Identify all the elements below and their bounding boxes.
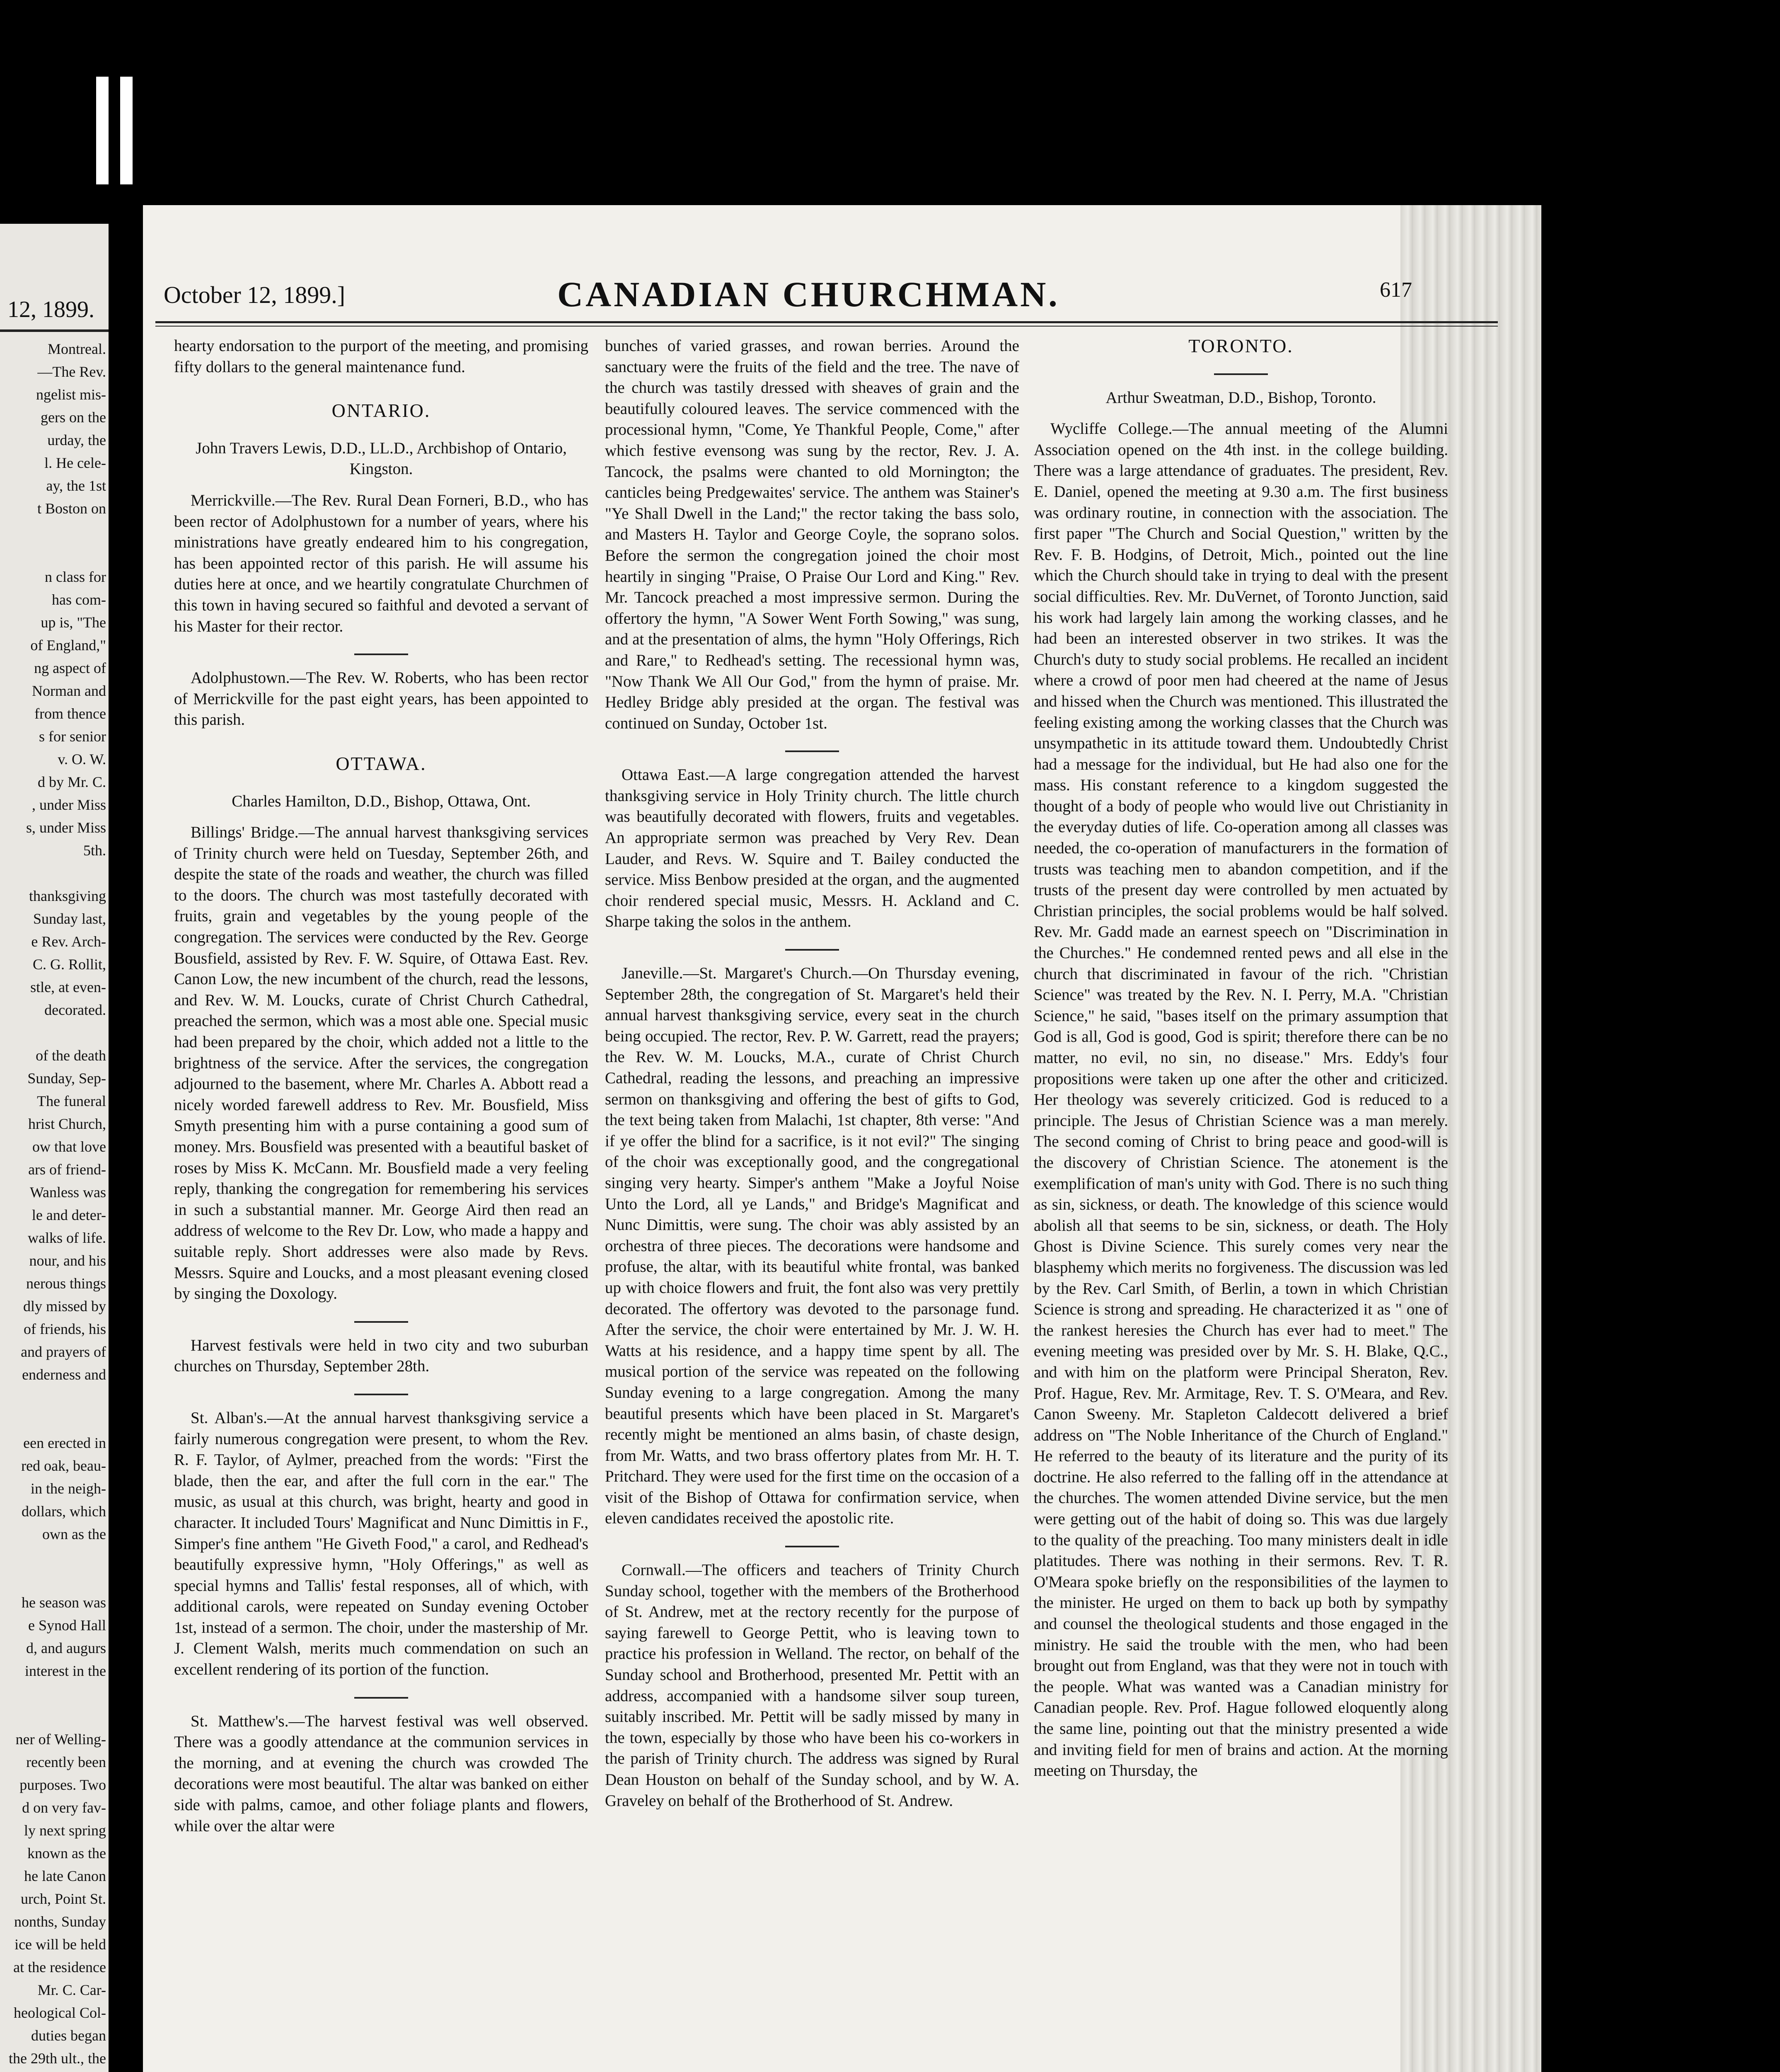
previous-page-line: urch, Point St.	[20, 1890, 106, 1907]
diocese-bishop: Charles Hamilton, D.D., Bishop, Ottawa, Ont.	[232, 792, 531, 810]
paragraph: Janeville.—St. Margaret's Church.—On Thursday evening, September 28th, the congregation of St. Margaret's held their annual harvest thanksgiving service, every seat in the church being occupied. The rector, Rev. P. W. Garrett, read the prayers; the Rev. W. M. Loucks, M.A., curate of Christ Church Cathedral, reading the lessons, and preaching an impressive sermon on thanksgiving and offering the best of gifts to God, the text being taken from Malachi, 1st chapter, 8th verse: "And if ye offer the blind for a sacrifice, is it not evil?" The singing of the choir was exceptionally good, and the congregational singing very hearty. Simper's anthem "Make a Joyful Noise Unto the Lord, all ye Lands," and Bridge's Magnificat and Nunc Dimittis, were sung. The choir was ably assisted by an orchestra of three pieces. The decorations were handsome and profuse, the altar, with its beautiful white frontal, was banked up with choice flowers and fruit, the font also was very prettily decorated. The offertory was devoted to the parsonage fund. After the service, the choir were entertained by Mr. J. W. H. Watts at his residence, and a happy time spent by all. The musical portion of the service was repeated on the following Sunday evening to a large congregation. Among the many beautiful presents which have been placed in St. Margaret's recently might be mentioned an alms basin, of chaste design, from Mr. Watts, and two brass offertory plates from Mr. H. T. Pritchard. They were used for the first time on the occasion of a visit of the Bishop of Ottawa for confirmation service, when eleven candidates received the apostolic rite.	[605, 964, 1019, 1527]
paragraph: Adolphustown.—The Rev. W. Roberts, who has been rector of Merrickville for the past eight years, has been appointed to this parish.	[174, 669, 588, 729]
previous-page-line	[2, 543, 106, 566]
previous-page-line: ay, the 1st	[46, 477, 106, 494]
previous-page-line: ng aspect of	[34, 660, 106, 676]
previous-page-line: red oak, beau-	[21, 1457, 106, 1474]
previous-page-line: of England,"	[30, 637, 106, 654]
previous-page-line	[2, 1021, 106, 1044]
previous-page-line: The funeral	[37, 1093, 106, 1109]
binding-mark	[120, 77, 133, 184]
paragraph: St. Matthew's.—The harvest festival was well observed. There was a goodly attendance at the communion services in the morning, and at evening the church was crowded The decorations were most beautiful. The altar was banked on either side with palms, camoe, and other foliage plants and flowers, while over the altar were	[174, 1712, 588, 1835]
separator-rule	[354, 1321, 408, 1323]
previous-page-line	[2, 862, 106, 885]
previous-page-line: stle, at even-	[30, 979, 106, 995]
previous-page-line: purposes. Two	[19, 1777, 106, 1793]
previous-page-line: Norman and	[32, 683, 106, 699]
previous-page-line: nonths, Sunday	[14, 1913, 106, 1930]
previous-page-line: n class for	[45, 569, 106, 585]
paragraph: Ottawa East.—A large congregation attended the harvest thanksgiving service in Holy Trinity church. The little church was beautifully decorated with flowers, fruits and vegetables. An appropriate sermon was preached by Very Rev. Dean Lauder, and Revs. W. Squire and T. Bailey conducted the service. Miss Benbow presided at the organ, and the augmented choir rendered special music, Messrs. H. Ackland and C. Sharpe taking the solos in the anthem.	[605, 766, 1019, 931]
column-2	[605, 336, 1019, 1815]
paragraph: Billings' Bridge.—The annual harvest thanksgiving services of Trinity church were held on Tuesday, September 26th, and despite the state of the roads and weather, the church was filled to the doors. The church was most tastefully decorated with fruits, grain and vegetables by the young people of the congregation. The services were conducted by the Rev. George Bousfield, assisted by Rev. F. W. Squire, of Ottawa East. Rev. Canon Low, the new incumbent of the church, read the lessons, and Rev. W. M. Loucks, curate of Christ Church Cathedral, preached the sermon, which was a most able one. Special music had been prepared by the choir, which added not a little to the brightness of the service. After the services, the congregation adjourned to the basement, where Mr. Charles A. Abbott read a nicely worded farewell address to Rev. Mr. Bousfield, Miss Smyth presenting him with a purse containing a good sum of money. Mrs. Bousfield was presented with a beautiful basket of roses by Miss K. McCann. Mr. Bousfield made a very feeling reply, thanking the congregation for remembering his services in such a substantial manner. Mr. George Aird then read an address of welcome to the Rev Dr. Low, who made a happy and suitable reply. Short addresses were also made by Revs. Messrs. Squire and Loucks, and a most pleasant evening closed by singing the Doxology.	[174, 823, 588, 1303]
previous-page-line: he late Canon	[24, 1868, 106, 1884]
previous-page-line: Wanless was	[29, 1184, 106, 1201]
previous-page-date: 12, 1899.	[7, 297, 94, 322]
previous-page-line	[2, 1386, 106, 1409]
previous-page-line: dly missed by	[23, 1298, 106, 1314]
previous-page-line: the 29th ult., the	[9, 2050, 106, 2067]
previous-page-line: he season was	[22, 1594, 106, 1611]
paragraph: Cornwall.—The officers and teachers of Trinity Church Sunday school, together with the members of the Brotherhood of St. Andrew, met at the rectory recently for the purpose of saying farewell to George Pettit, who is leaving town to practice his profession in Welland. The rector, on behalf of the Sunday school and Brotherhood, presented Mr. Pettit with an address, accompanied with a handsome silver soup tureen, suitably inscribed. Mr. Pettit will be sadly missed by many in the town, especially by those who have been his co-workers in the parish of Trinity church. The address was signed by Rural Dean Houston on behalf of the Sunday school, and by W. A. Graveley on behalf of the Brotherhood of St. Andrew.	[605, 1561, 1019, 1810]
previous-page-line: recently been	[26, 1754, 106, 1770]
previous-page-line: ngelist mis-	[36, 386, 106, 403]
separator-rule	[354, 1697, 408, 1699]
previous-page-line	[2, 1546, 106, 1569]
previous-page-line: Mr. C. Car-	[37, 1982, 106, 1998]
separator-rule	[354, 654, 408, 655]
previous-page-line	[2, 2070, 106, 2072]
previous-page-line: —The Rev.	[37, 363, 106, 380]
previous-page-line: een erected in	[23, 1435, 106, 1451]
previous-page-line: e Rev. Arch-	[31, 933, 106, 950]
previous-page-line: up is, "The	[41, 614, 106, 631]
separator-rule	[354, 1394, 408, 1395]
paragraph: hearty endorsation to the purport of the meeting, and promising fifty dollars to the general maintenance fund.	[174, 337, 588, 376]
previous-page-line: ice will be held	[15, 1936, 106, 1953]
binding-mark	[96, 77, 109, 184]
paragraph: bunches of varied grasses, and rowan berries. Around the sanctuary were the fruits of the field and the tree. The nave of the church was tastily dressed with sheaves of grain and the beautifully coloured leaves. The service commenced with the processional hymn, "Come, Ye Thankful People, Come," after which festive evensong was sung by the rector, Rev. J. A. Tancock, the psalms were chanted to old Mornington; the canticles being Predgewaites' service. The anthem was Stainer's "Ye Shall Dwell in the Land;" the rector taking the bass solo, and Masters H. Taylor and George Coyle, the soprano solos. Before the sermon the congregation joined the choir most heartily in singing "Praise, O Praise Our Lord and King." Rev. Mr. Tancock preached a most impressive sermon. During the offertory the hymn, "A Sower Went Forth Sowing," was sung, and at the presentation of alms, the hymn "Holy Offerings, Rich and Rare," to Redhead's setting. The recessional hymn was, "Now Thank We All Our God," from the hymn of praise. Mr. Hedley Bridge ably presided at the organ. The festival was continued on Sunday, October 1st.	[605, 337, 1019, 732]
previous-page-line: heological Col-	[14, 2004, 106, 2021]
column-1	[174, 336, 588, 1841]
previous-page-line	[2, 1409, 106, 1432]
previous-page-text	[2, 338, 106, 2072]
paragraph: Harvest festivals were held in two city and two suburban churches on Thursday, September 28th.	[174, 1336, 588, 1375]
previous-page-line: l. He cele-	[44, 455, 106, 471]
section-heading-toronto: TORONTO.	[1188, 335, 1294, 356]
previous-page-line	[2, 1705, 106, 1728]
previous-page-line: 5th.	[83, 842, 106, 859]
previous-page-line: ly next spring	[24, 1822, 106, 1839]
previous-page-line: duties began	[31, 2027, 106, 2044]
newspaper-page	[143, 205, 1541, 2072]
previous-page-rule	[0, 329, 109, 332]
diocese-bishop: John Travers Lewis, D.D., LL.D., Archbishop of Ontario, Kingston.	[196, 439, 567, 478]
page-header	[143, 274, 1541, 314]
previous-page-line: d, and augurs	[26, 1640, 106, 1656]
previous-page-line: has com-	[52, 591, 106, 608]
previous-page-line: Montreal.	[48, 341, 106, 357]
previous-page-line: gers on the	[41, 409, 106, 426]
previous-page-line: Sunday last,	[33, 910, 106, 927]
previous-page-line	[2, 1569, 106, 1591]
previous-page-line: decorated.	[44, 1002, 106, 1018]
previous-page-fragment	[0, 224, 109, 2072]
header-rule	[155, 321, 1498, 327]
previous-page-line: Sunday, Sep-	[27, 1070, 106, 1087]
previous-page-line: known as the	[27, 1845, 106, 1861]
previous-page-line: s for senior	[39, 728, 106, 745]
previous-page-line: in the neigh-	[31, 1480, 106, 1497]
previous-page-line: walks of life.	[28, 1230, 106, 1246]
section-heading-ottawa: OTTAWA.	[336, 753, 427, 774]
previous-page-line: of the death	[36, 1047, 106, 1064]
previous-page-line: C. G. Rollit,	[32, 956, 106, 973]
previous-page-line: thanksgiving	[29, 888, 106, 904]
previous-page-line: dollars, which	[22, 1503, 106, 1520]
masthead-title: CANADIAN CHURCHMAN.	[557, 274, 1060, 314]
previous-page-line	[2, 1682, 106, 1705]
previous-page-line: ner of Welling-	[15, 1731, 106, 1748]
previous-page-line: nerous things	[26, 1275, 106, 1292]
paragraph: Merrickville.—The Rev. Rural Dean Forneri, B.D., who has been rector of Adolphustown for a number of years, where his ministrations have greatly endeared him to his congregation, has been appointed rector of this parish. He will assume his duties here at once, and we heartily congratulate Churchmen of this town in having secured so faithful and devoted a servant of his Master for their rector.	[174, 491, 588, 635]
previous-page-line: enderness and	[22, 1366, 106, 1383]
previous-page-line: interest in the	[25, 1663, 106, 1679]
previous-page-line: nour, and his	[29, 1252, 106, 1269]
previous-page-line: s, under Miss	[26, 819, 106, 836]
paragraph: St. Alban's.—At the annual harvest thanksgiving service a fairly numerous congregation were present, to whom the Rev. R. F. Taylor, of Aylmer, preached from the words: "First the blade, then the ear, and after the full corn in the ear." The music, as usual at this church, was bright, hearty and good in character. It included Tours' Magnificat and Nunc Dimittis in F., Simper's fine anthem "He Giveth Food," a carol, and Redhead's beautifully expressive hymn, "Holy Offerings," as well as special hymns and Tallis' festal responses, all of which, with additional carols, were repeated on Sunday evening October 1st, instead of a sermon. The choir, under the mastership of Mr. J. Clement Walsh, merits much commendation on such an excellent rendering of its portion of the function.	[174, 1409, 588, 1679]
previous-page-line: from thence	[34, 705, 106, 722]
header-date: October 12, 1899.]	[164, 281, 346, 308]
previous-page-line: , under Miss	[32, 796, 106, 813]
previous-page-line: ars of friend-	[28, 1161, 106, 1178]
previous-page-line: d by Mr. C.	[37, 774, 106, 790]
previous-page-line: v. O. W.	[58, 751, 106, 767]
separator-rule	[785, 949, 839, 951]
previous-page-line: urday, the	[47, 432, 106, 448]
column-3	[1034, 336, 1448, 1786]
previous-page-line: of friends, his	[24, 1321, 106, 1337]
previous-page-line: and prayers of	[21, 1343, 106, 1360]
previous-page-line: le and deter-	[31, 1207, 106, 1223]
page-number: 617	[1380, 278, 1412, 302]
previous-page-line: at the residence	[13, 1959, 106, 1975]
separator-rule	[785, 750, 839, 752]
previous-page-line: own as the	[42, 1526, 106, 1542]
section-heading-ontario: ONTARIO.	[331, 400, 431, 421]
previous-page-line: t Boston on	[37, 500, 106, 517]
separator-rule	[1214, 373, 1268, 375]
diocese-bishop: Arthur Sweatman, D.D., Bishop, Toronto.	[1105, 388, 1376, 407]
previous-page-line: d on very fav-	[22, 1799, 106, 1816]
separator-rule	[785, 1546, 839, 1547]
previous-page-line: ow that love	[32, 1138, 106, 1155]
paragraph: Wycliffe College.—The annual meeting of the Alumni Association opened on the 4th inst. in the college building. There was a large attendance of graduates. The president, Rev. E. Daniel, opened the meeting at 9.30 a.m. The first business was ordinary routine, in connection with the association. The first paper "The Church and Social Question," written by the Rev. F. B. Hodgins, of Detroit, Mich., pointed out the line which the Church should take in trying to deal with the present social difficulties. Rev. Mr. DuVernet, of Toronto Junction, said his work had largely lain among the working classes, and he had been an interested observer in two strikes. It was the Church's duty to study social problems. He recalled an incident where a crowd of poor men had cheered at the name of Jesus and hissed when the Church was mentioned. This illustrated the feeling existing among the working classes that the Church was unsympathetic in its attitude toward them. Undoubtedly Christ had a message for the individual, but He had also one for the mass. His constant reference to a kingdom suggested the thought of a body of people who would live out Christianity in the everyday duties of life. Co-operation among all classes was needed, the co-operation of manufacturers in the formation of trusts was teaching men to abandon competition, and if the trusts of the present day were controlled by men actuated by Christian principles, the social problems would be half solved. Rev. Mr. Gadd made an earnest speech on "Discrimination in the Churches." He condemned rented pews and all else in the church that discriminated in favour of the rich. "Christian Science" was treated by the Rev. N. I. Perry, M.A. "Christian Science," he said, "bases itself on the primary assumption that God is all, God is good, God is spirit; therefore there can be no matter, no evil, no sin, no disease." Mrs. Eddy's four propositions were taken up one after the other and criticized. Her theology was severely criticized. God is reduced to a principle. The Jesus of Christian Science was a man merely. The second coming of Christ to bring peace and good-will is the discovery of Christian Science. The atonement is the exemplification of man's unity with God. There is no such thing as sin, sickness, or death. The knowledge of this science would abolish all that seems to be sin, sickness, or death. The Holy Ghost is Divine Science. This surely comes very near the blasphemy which merits no forgiveness. The discussion was led by the Rev. Carl Smith, of Berlin, a town in which Christian Science is strong and spreading. He characterized it as " one of the rankest heresies the Church has ever had to meet." The evening meeting was presided over by Mr. S. H. Blake, Q.C., and with him on the platform were Principal Sheraton, Rev. Prof. Hague, Rev. Mr. Armitage, Rev. T. S. O'Meara, and Rev. Canon Sweeny. Mr. Stapleton Caldecott delivered a brief address on "The Noble Inheritance of the Church of England." He referred to the beauty of its literature and the purity of its doctrine. He also referred to the falling off in the attendance at the churches. The women attended Divine service, but the men were getting out of the habit of doing so. This was due largely to the quality of the preaching. Too many ministers dealt in idle platitudes. There was nothing in their sermons. Rev. T. R. O'Meara spoke briefly on the responsibilities of the laymen to the minister. He urged on them to back up both by sympathy and counsel the theological students and those engaged in the ministry. He said the trouble with the men, who had been brought out from England, was that they were not in touch with the people. What was wanted was a Canadian ministry for Canadian people. Rev. Prof. Hague followed eloquently along the same line, pointing out that the ministry presented a wide and inviting field for men of brains and action. At the morning meeting on Thursday, the	[1034, 420, 1448, 1780]
previous-page-line: hrist Church,	[28, 1116, 106, 1132]
previous-page-line	[2, 520, 106, 543]
previous-page-line: e Synod Hall	[28, 1617, 106, 1634]
